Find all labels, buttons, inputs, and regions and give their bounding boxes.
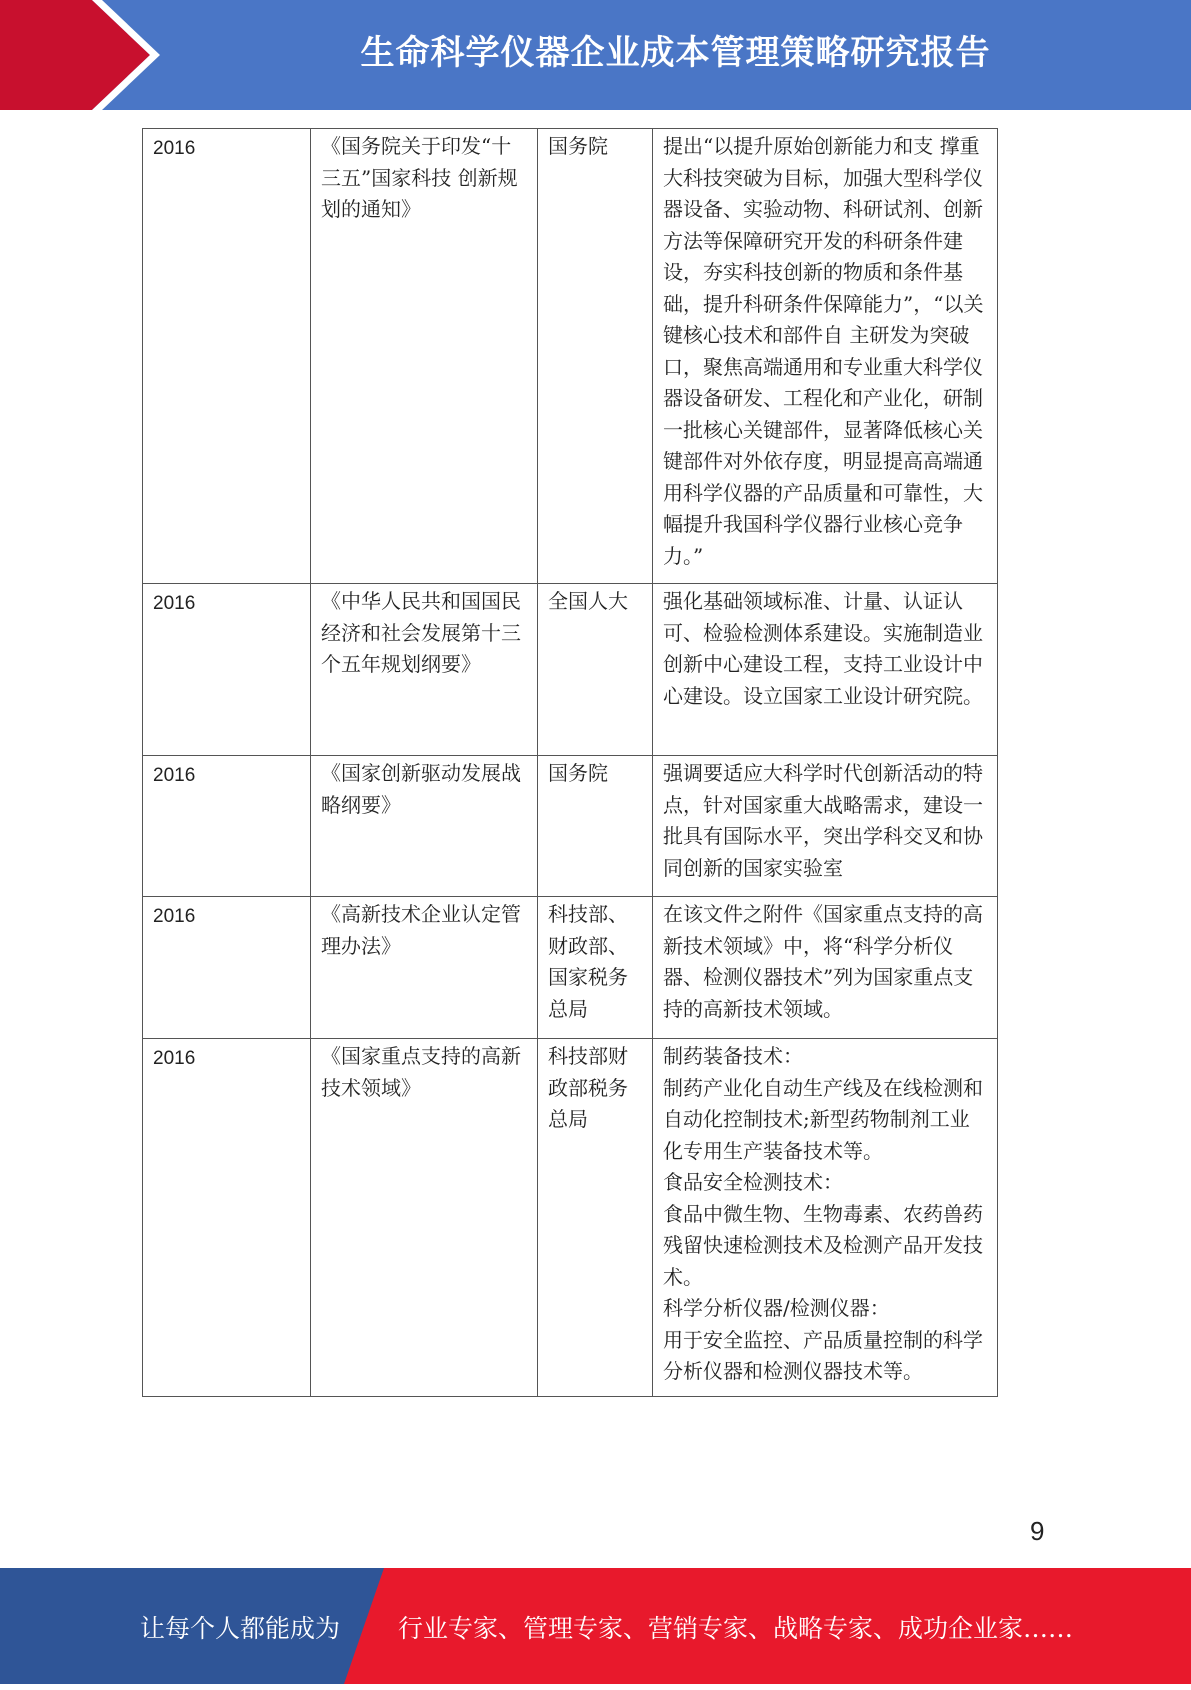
policy-content: 在该文件之附件《国家重点支持的高新技术领域》中，将“科学分析仪器、检测仪器技术”列为国家重点支持的高新技术领域。 <box>653 897 998 1039</box>
policy-document: 《中华人民共和国国民经济和社会发展第十三个五年规划纲要》 <box>311 584 538 756</box>
policy-document: 《国家创新驱动发展战略纲要》 <box>311 756 538 897</box>
policy-content: 提出“以提升原始创新能力和支 撑重大科技突破为目标，加强大型科学仪器设备、实验动物、科研试剂、创新方法等保障研究开发的科研条件建设，夯实科技创新的物质和条件基础，提升科研条件保障能力”，“以关键核心技术和部件自 主研发为突破口，聚焦高端通用和专业重大科学仪器设备研发、工程化和产业化，研制一批核心关键部件，显著降低核心关键部件对外依存度，明显提高高端通用科学仪器的产品质量和可靠性，大幅提升我国科学仪器行业核心竞争力。” <box>653 129 998 584</box>
policy-issuer: 科技部财政部税务总局 <box>538 1039 653 1397</box>
policy-year: 2016 <box>143 584 311 756</box>
policy-year: 2016 <box>143 756 311 897</box>
table-row <box>143 584 998 756</box>
policy-issuer: 国务院 <box>538 756 653 897</box>
page-number: 9 <box>1030 1516 1045 1546</box>
header-red-arrow-shape <box>0 0 160 110</box>
report-footer <box>0 1568 1191 1684</box>
policy-issuer: 国务院 <box>538 129 653 584</box>
policy-document: 《高新技术企业认定管理办法》 <box>311 897 538 1039</box>
policy-content: 强化基础领域标准、计量、认证认可、检验检测体系建设。实施制造业创新中心建设工程，支持工业设计中心建设。设立国家工业设计研究院。 <box>653 584 998 756</box>
table-row <box>143 897 998 1039</box>
table-row <box>143 129 998 584</box>
policy-document: 《国家重点支持的高新技术领域》 <box>311 1039 538 1397</box>
policy-content: 强调要适应大科学时代创新活动的特点，针对国家重大战略需求，建设一批具有国际水平，突出学科交叉和协同创新的国家实验室 <box>653 756 998 897</box>
report-header <box>0 0 1191 110</box>
table-row <box>143 1039 998 1397</box>
table-row <box>143 756 998 897</box>
policy-year: 2016 <box>143 129 311 584</box>
policy-document: 《国务院关于印发“十三五”国家科技 创新规划的通知》 <box>311 129 538 584</box>
policy-year: 2016 <box>143 1039 311 1397</box>
policy-issuer: 科技部、财政部、国家税务总局 <box>538 897 653 1039</box>
policy-table <box>142 128 998 1397</box>
policy-content: 制药装备技术： 制药产业化自动生产线及在线检测和自动化控制技术;新型药物制剂工业化专用生产装备技术等。 食品安全检测技术： 食品中微生物、生物毒素、农药兽药残留快速检测技术及检测产品开发技术。 科学分析仪器/检测仪器： 用于安全监控、产品质量控制的科学分析仪器和检测仪器技术等。 <box>653 1039 998 1397</box>
policy-year: 2016 <box>143 897 311 1039</box>
report-title: 生命科学仪器企业成本管理策略研究报告 <box>360 33 991 73</box>
policy-issuer: 全国人大 <box>538 584 653 756</box>
footer-slogan-right: 行业专家、管理专家、营销专家、战略专家、成功企业家…… <box>398 1614 1074 1643</box>
footer-slogan-left: 让每个人都能成为 <box>140 1614 341 1643</box>
